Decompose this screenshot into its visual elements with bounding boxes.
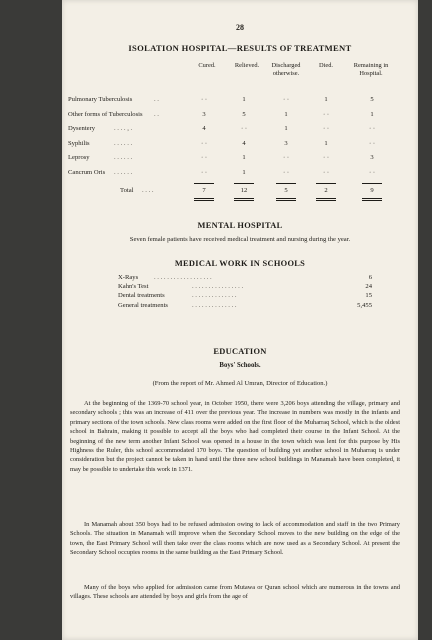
leader-dots: . . . . . .	[114, 169, 133, 176]
table-rule	[362, 200, 382, 201]
table-cell-died: · ·	[322, 154, 330, 162]
leader-dots: . . . . . . . . . . . . . . . . . .	[154, 274, 212, 281]
table-cell-died: · ·	[322, 125, 330, 133]
table-cell-discharged: 1	[284, 125, 288, 133]
total-relieved: 12	[240, 187, 248, 194]
leader-dots: . . . . . . . . . . . . . .	[192, 301, 237, 309]
isolation-table-title: ISOLATION HOSPITAL—RESULTS OF TREATMENT	[128, 43, 352, 53]
page-number: 28	[236, 23, 244, 32]
table-rule	[362, 183, 382, 184]
table-cell-cured: 4	[202, 125, 206, 133]
table-rule	[194, 198, 214, 199]
table-row-label: Dysentery	[68, 125, 96, 133]
table-row-label: Cancrum Oris	[68, 169, 106, 176]
total-cured: 7	[202, 187, 206, 194]
table-rule	[234, 198, 254, 199]
table-cell-discharged: · ·	[282, 154, 290, 162]
leader-dots: . .	[154, 96, 159, 103]
table-cell-died: · ·	[322, 169, 330, 176]
table-rule	[276, 200, 296, 201]
total-remaining: 9	[370, 187, 374, 194]
medical-work-title: MEDICAL WORK IN SCHOOLS	[174, 259, 306, 268]
table-rule	[194, 183, 214, 184]
table-cell-discharged: · ·	[282, 96, 290, 103]
col-header-relieved: Relieved.	[234, 62, 260, 69]
total-died: 2	[324, 187, 328, 194]
col-header-died: Died.	[318, 62, 334, 69]
table-rule	[194, 200, 214, 201]
table-cell-relieved: · ·	[240, 125, 248, 133]
table-cell-relieved: 1	[242, 169, 246, 176]
table-rule	[276, 183, 296, 184]
col-header-cured: Cured.	[198, 62, 216, 69]
leader-dots: . . . . , .	[114, 125, 133, 133]
table-cell-discharged: 3	[284, 139, 288, 147]
table-cell-died: · ·	[322, 110, 330, 118]
education-paragraph: At the beginning of the 1369-70 school year, in October 1950, there were 3,206 boys attending the village, primary and secondary schools ; this was an increase of 411 over the previous year. The increase in numbers was mostly in the infants and primary sections of the town schools. New class rooms were added on the first floor of the Muharraq School, which is the oldest school in Bahrain, making it possible to accept all the boys who had completed their course in the Infant School. At the beginning of the new term another Infant School was opened in a house in the town which was lent for this purpose by His Highness the Ruler, this school accommodated 170 boys. The question of building yet another school in Muharraq is under consideration but the project cannot be taken in hand until the three new school buildings in Manamah have been completed, it may be possible to undertake this work in 1371.	[70, 400, 400, 473]
table-cell-remaining: 1	[370, 110, 374, 118]
education-source: (From the report of Mr. Ahmed Al Umran, Director of Education.)	[152, 380, 328, 387]
medical-work-item-label: General treatments	[118, 301, 168, 309]
table-row-label: Other forms of Tuberculosis	[68, 110, 143, 118]
table-cell-relieved: 5	[242, 110, 246, 118]
mental-hospital-title: MENTAL HOSPITAL	[197, 221, 283, 230]
table-cell-cured: · ·	[200, 154, 208, 162]
leader-dots: . . . . . . . . . . . . . .	[192, 292, 237, 300]
leader-dots: . . . . . .	[114, 154, 133, 162]
table-row-label: Pulmonary Tuberculosis	[68, 96, 133, 103]
table-rule	[362, 198, 382, 199]
table-row-label: Leprosy	[68, 154, 90, 162]
table-cell-cured: 3	[202, 110, 206, 118]
table-cell-remaining: 5	[370, 96, 374, 103]
table-cell-cured: · ·	[200, 169, 208, 176]
total-discharged: 5	[284, 187, 288, 194]
table-cell-cured: · ·	[200, 139, 208, 147]
leader-dots: . . . . . .	[114, 139, 133, 147]
leader-dots: . .	[154, 110, 159, 118]
total-dots: . . . .	[142, 187, 154, 194]
table-rule	[234, 200, 254, 201]
education-paragraph: Many of the boys who applied for admission came from Mutawa or Quran school which are numerous in the towns and villages. These schools are attended by boys and girls from the age of	[70, 584, 400, 601]
document-page	[62, 0, 418, 640]
mental-hospital-text: Seven female patients have received medical treatment and nursing during the year.	[129, 236, 351, 243]
table-cell-remaining: · ·	[368, 125, 376, 133]
table-cell-discharged: · ·	[282, 169, 290, 176]
table-cell-remaining: · ·	[368, 139, 376, 147]
table-cell-relieved: 1	[242, 154, 246, 162]
table-rule	[316, 200, 336, 201]
table-cell-discharged: 1	[284, 110, 288, 118]
table-rule	[316, 183, 336, 184]
table-cell-remaining: · ·	[368, 169, 376, 176]
table-cell-relieved: 4	[242, 139, 246, 147]
table-rule	[316, 198, 336, 199]
table-row-label: Syphilis	[68, 139, 90, 147]
medical-work-item-label: Dental treatments	[118, 292, 165, 300]
table-rule	[234, 183, 254, 184]
medical-work-item-value: 5,455	[357, 301, 372, 309]
table-rule	[276, 198, 296, 199]
education-paragraph: In Manamah about 350 boys had to be refused admission owing to lack of accommodation and staff in the two Primary Schools. The situation in Manamah will improve when the Secondary School moves to the new building on the edge of the town, the East Primary School will then take over the class rooms which are now used as a Secondary School. At present the Secondary School occupies rooms in the same building as the East Primary School.	[70, 521, 400, 557]
table-cell-cured: · ·	[200, 96, 208, 103]
table-cell-remaining: 3	[370, 154, 374, 162]
col-header-remaining: Remaining in Hospital.	[353, 62, 389, 77]
medical-work-item-value: 6	[368, 274, 372, 281]
education-title: EDUCATION	[213, 347, 267, 356]
education-subtitle: Boys' Schools.	[219, 362, 261, 369]
medical-work-item-label: X-Rays	[118, 274, 139, 281]
table-cell-relieved: 1	[242, 96, 246, 103]
total-label: Total	[120, 187, 134, 194]
medical-work-item-value: 24	[365, 283, 372, 291]
table-cell-died: 1	[324, 139, 328, 147]
leader-dots: . . . . . . . . . . . . . . . .	[192, 283, 244, 291]
medical-work-item-value: 15	[365, 292, 372, 300]
col-header-discharged: Discharged otherwise.	[271, 62, 301, 77]
medical-work-item-label: Kahn's Test	[118, 283, 149, 291]
table-cell-died: 1	[324, 96, 328, 103]
